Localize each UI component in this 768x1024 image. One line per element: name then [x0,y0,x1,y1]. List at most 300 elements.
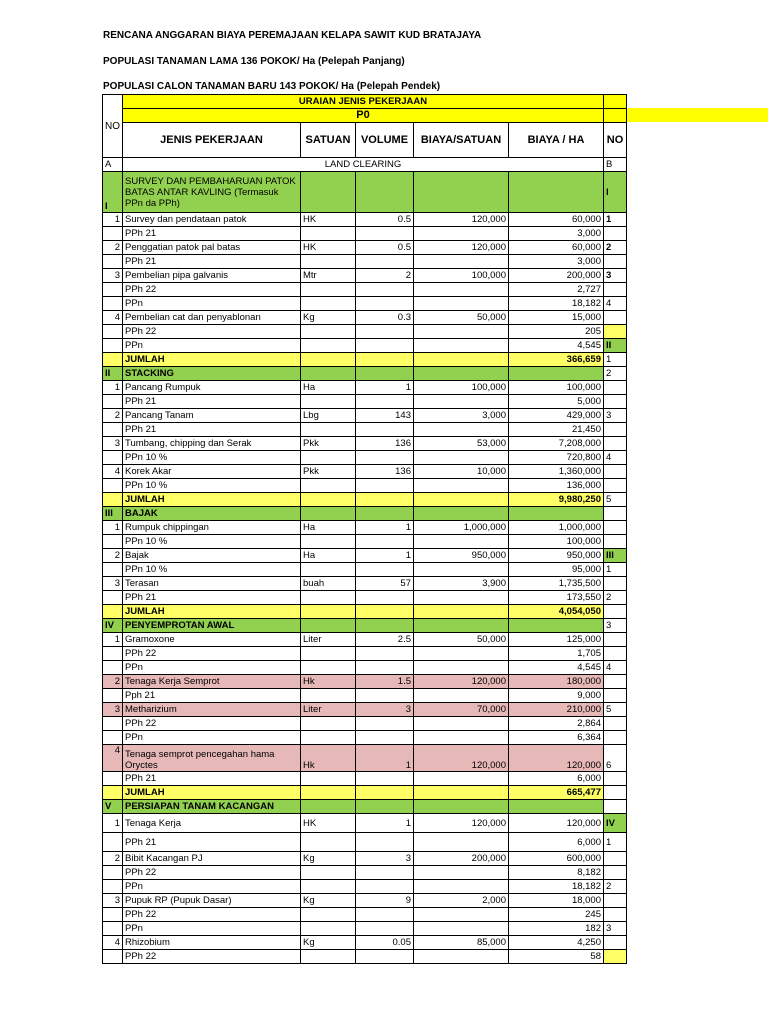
table-row [103,675,627,689]
row-volume: 2 [356,269,414,283]
header-volume: VOLUME [356,123,414,158]
row-satuan: Pkk [301,437,356,451]
row-satuan: Liter [301,633,356,647]
row-jenis-pekerjaan: PPh 22 [123,647,301,661]
row-biaya-ha [509,800,604,814]
row-no: III [103,507,123,521]
row-no: 4 [103,936,123,950]
row-satuan [301,950,356,964]
row-jenis-pekerjaan: Tenaga Kerja [123,814,301,833]
row-biaya-ha: 4,054,050 [509,605,604,619]
row-biaya-ha: 58 [509,950,604,964]
row-no: 3 [103,703,123,717]
row-satuan [301,800,356,814]
row-no: 4 [103,311,123,325]
row-no-right [604,731,627,745]
row-satuan [301,507,356,521]
row-jenis-pekerjaan: SURVEY DAN PEMBAHARUAN PATOK BATAS ANTAR KAVLING (Termasuk PPn da PPh) [123,172,301,213]
row-volume [356,772,414,786]
row-biaya-ha: 100,000 [509,535,604,549]
row-biaya-ha: 95,000 [509,563,604,577]
row-no-right: 1 [604,353,627,367]
row-biaya-ha: 125,000 [509,633,604,647]
row-satuan: Liter [301,703,356,717]
row-jenis-pekerjaan: Tenaga Kerja Semprot [123,675,301,689]
row-no: 4 [103,465,123,479]
table-row [103,507,627,521]
row-jenis-pekerjaan: PPh 21 [123,423,301,437]
row-no-right: 3 [604,269,627,283]
row-volume [356,353,414,367]
row-biaya-ha: 18,000 [509,894,604,908]
row-biaya-ha: 2,864 [509,717,604,731]
row-no [103,493,123,507]
table-row [103,619,627,633]
row-biaya-ha: 6,000 [509,772,604,786]
row-biaya-satuan [414,880,509,894]
row-no-right [604,647,627,661]
row-biaya-ha [509,507,604,521]
row-no: 4 [103,745,123,772]
row-no-right [604,325,627,339]
table-row [103,227,627,241]
row-jenis-pekerjaan: JUMLAH [123,493,301,507]
row-satuan [301,339,356,353]
row-biaya-ha: 120,000 [509,814,604,833]
row-no [103,731,123,745]
row-biaya-satuan [414,717,509,731]
row-no [103,563,123,577]
row-satuan [301,605,356,619]
row-satuan [301,833,356,852]
table-row [103,717,627,731]
table-row [103,311,627,325]
table-row [103,395,627,409]
row-no-right: 1 [604,213,627,227]
row-no-right [604,675,627,689]
row-satuan: Kg [301,936,356,950]
row-jenis-pekerjaan: PPh 22 [123,866,301,880]
row-no [103,786,123,800]
row-biaya-satuan: 100,000 [414,381,509,395]
row-volume: 1.5 [356,675,414,689]
row-jenis-pekerjaan: PPn [123,339,301,353]
row-satuan [301,227,356,241]
table-row [103,908,627,922]
row-no-right: 2 [604,367,627,381]
row-jenis-pekerjaan: Pph 21 [123,689,301,703]
row-no [103,479,123,493]
table-row [103,689,627,703]
table-row [103,703,627,717]
row-no-right [604,311,627,325]
row-no: 3 [103,269,123,283]
row-biaya-ha: 18,182 [509,297,604,311]
row-no-right: B [604,158,627,172]
row-volume: 0.5 [356,213,414,227]
row-no-right [604,717,627,731]
table-row [103,535,627,549]
row-satuan [301,591,356,605]
row-jenis-pekerjaan: Metharizium [123,703,301,717]
row-jenis-pekerjaan: Rumpuk chippingan [123,521,301,535]
row-volume [356,717,414,731]
header-jenis: JENIS PEKERJAAN [123,123,301,158]
row-volume [356,786,414,800]
row-biaya-ha: 6,364 [509,731,604,745]
table-row [103,745,627,772]
row-volume [356,950,414,964]
row-biaya-ha: 1,705 [509,647,604,661]
header-satuan: SATUAN [301,123,356,158]
row-no [103,423,123,437]
row-satuan [301,731,356,745]
row-jenis-pekerjaan: PPh 21 [123,227,301,241]
row-biaya-ha: 200,000 [509,269,604,283]
row-no [103,908,123,922]
row-volume [356,479,414,493]
row-no-right: 5 [604,703,627,717]
row-no-right [604,786,627,800]
row-no: 1 [103,633,123,647]
row-biaya-satuan [414,772,509,786]
row-no-right [604,255,627,269]
table-row [103,339,627,353]
row-biaya-satuan: 50,000 [414,311,509,325]
row-satuan [301,647,356,661]
row-biaya-satuan: 200,000 [414,852,509,866]
row-satuan [301,255,356,269]
table-row [103,451,627,465]
row-biaya-ha: 8,182 [509,866,604,880]
row-no-right [604,521,627,535]
row-volume [356,833,414,852]
header-biaya-satuan: BIAYA/SATUAN [414,123,509,158]
row-jenis-pekerjaan: Tumbang, chipping dan Serak [123,437,301,451]
row-volume [356,255,414,269]
table-row [103,241,627,255]
row-biaya-ha: 205 [509,325,604,339]
row-biaya-ha: 2,727 [509,283,604,297]
row-satuan [301,717,356,731]
row-volume: 1 [356,521,414,535]
header-biaya-ha: BIAYA / HA [509,123,604,158]
row-satuan [301,493,356,507]
row-biaya-ha: 600,000 [509,852,604,866]
row-biaya-ha [509,619,604,633]
row-jenis-pekerjaan: PPn 10 % [123,535,301,549]
row-jenis-pekerjaan: PPh 22 [123,950,301,964]
row-biaya-satuan: 100,000 [414,269,509,283]
row-no-right: 3 [604,409,627,423]
row-no [103,772,123,786]
row-jenis-pekerjaan: PPh 22 [123,283,301,297]
row-satuan: Mtr [301,269,356,283]
table-row [103,633,627,647]
row-biaya-satuan: 70,000 [414,703,509,717]
row-biaya-ha: 182 [509,922,604,936]
row-biaya-ha: 1,360,000 [509,465,604,479]
row-no: 1 [103,213,123,227]
row-biaya-ha: 3,000 [509,227,604,241]
table-row [103,479,627,493]
row-satuan [301,283,356,297]
row-jenis-pekerjaan: PPh 22 [123,717,301,731]
row-no [103,255,123,269]
table-row [103,283,627,297]
row-volume [356,451,414,465]
header-uraian-right [604,95,627,109]
row-no-right [604,772,627,786]
row-volume: 3 [356,852,414,866]
row-biaya-satuan [414,227,509,241]
row-jenis-pekerjaan: PPh 21 [123,591,301,605]
row-no-right: 6 [604,745,627,772]
row-volume [356,325,414,339]
row-biaya-ha: 1,000,000 [509,521,604,535]
row-jenis-pekerjaan: Pupuk RP (Pupuk Dasar) [123,894,301,908]
table-row [103,158,627,172]
row-volume [356,297,414,311]
row-satuan [301,423,356,437]
row-no: V [103,800,123,814]
row-no: 2 [103,675,123,689]
row-jenis-pekerjaan: PPh 22 [123,325,301,339]
row-no [103,833,123,852]
header-p0: P0 [123,109,604,123]
row-no-right [604,437,627,451]
row-biaya-satuan [414,367,509,381]
row-satuan: Kg [301,311,356,325]
row-satuan [301,395,356,409]
table-row [103,563,627,577]
table-row [103,409,627,423]
row-biaya-satuan [414,479,509,493]
row-jenis-pekerjaan: PPh 21 [123,833,301,852]
row-no: 3 [103,437,123,451]
row-no [103,227,123,241]
row-no-right [604,479,627,493]
row-biaya-ha: 15,000 [509,311,604,325]
row-jenis-pekerjaan: PPn [123,880,301,894]
row-volume [356,507,414,521]
table-row [103,577,627,591]
row-satuan [301,908,356,922]
row-biaya-ha: 4,250 [509,936,604,950]
row-biaya-satuan [414,325,509,339]
row-no [103,535,123,549]
row-jenis-pekerjaan: Bajak [123,549,301,563]
table-row [103,800,627,814]
row-volume [356,591,414,605]
row-biaya-satuan [414,800,509,814]
table-row [103,605,627,619]
row-satuan: Kg [301,852,356,866]
row-volume: 1 [356,549,414,563]
row-biaya-satuan [414,172,509,213]
row-no-right [604,227,627,241]
row-biaya-satuan: 1,000,000 [414,521,509,535]
row-volume: 1 [356,814,414,833]
row-biaya-ha: 210,000 [509,703,604,717]
row-satuan: Hk [301,675,356,689]
row-satuan: buah [301,577,356,591]
row-jenis-pekerjaan: Pembelian cat dan penyablonan [123,311,301,325]
row-volume: 57 [356,577,414,591]
row-volume [356,880,414,894]
row-biaya-ha: 18,182 [509,880,604,894]
row-biaya-ha: 429,000 [509,409,604,423]
row-volume: 2.5 [356,633,414,647]
row-biaya-satuan [414,255,509,269]
row-volume [356,800,414,814]
table-row [103,772,627,786]
table-row [103,325,627,339]
table-row [103,367,627,381]
row-volume: 0.5 [356,241,414,255]
row-no: 2 [103,549,123,563]
row-volume [356,908,414,922]
row-biaya-ha: 4,545 [509,661,604,675]
row-biaya-ha: 9,980,250 [509,493,604,507]
row-jenis-pekerjaan: PPn [123,661,301,675]
row-biaya-ha: 60,000 [509,213,604,227]
row-jenis-pekerjaan: Pembelian pipa galvanis [123,269,301,283]
row-no: 1 [103,521,123,535]
row-biaya-satuan [414,339,509,353]
row-no [103,866,123,880]
row-satuan [301,535,356,549]
row-biaya-ha: 366,659 [509,353,604,367]
row-biaya-satuan [414,563,509,577]
row-biaya-satuan: 85,000 [414,936,509,950]
row-volume: 143 [356,409,414,423]
row-no-right [604,605,627,619]
row-biaya-satuan [414,647,509,661]
row-biaya-ha: 136,000 [509,479,604,493]
row-volume [356,493,414,507]
row-no-right: 2 [604,591,627,605]
row-biaya-satuan [414,908,509,922]
row-satuan: Pkk [301,465,356,479]
header-uraian: URAIAN JENIS PEKERJAAN [123,95,604,109]
row-no-right [604,633,627,647]
row-satuan: HK [301,814,356,833]
table-row [103,833,627,852]
row-no [103,451,123,465]
row-volume [356,339,414,353]
row-jenis-pekerjaan: PPn [123,922,301,936]
row-volume: 9 [356,894,414,908]
row-biaya-satuan [414,535,509,549]
table-row [103,950,627,964]
row-jenis-pekerjaan: LAND CLEARING [123,158,604,172]
row-biaya-ha: 100,000 [509,381,604,395]
row-no-right: 3 [604,619,627,633]
row-satuan [301,922,356,936]
row-jenis-pekerjaan: Tenaga semprot pencegahan hama Oryctes [123,745,301,772]
row-no-right [604,507,627,521]
row-jenis-pekerjaan: JUMLAH [123,605,301,619]
row-volume [356,866,414,880]
row-volume [356,563,414,577]
row-satuan: Kg [301,894,356,908]
row-jenis-pekerjaan: Penggatian patok pal batas [123,241,301,255]
row-no-right [604,852,627,866]
row-biaya-satuan [414,619,509,633]
row-no-right: 2 [604,241,627,255]
row-no-right [604,395,627,409]
p0-highlight-extension [622,108,768,122]
row-biaya-satuan [414,866,509,880]
row-biaya-ha: 60,000 [509,241,604,255]
table-row [103,213,627,227]
row-no [103,283,123,297]
row-jenis-pekerjaan: PENYEMPROTAN AWAL [123,619,301,633]
row-volume [356,172,414,213]
table-row [103,549,627,563]
table-row [103,297,627,311]
row-jenis-pekerjaan: Gramoxone [123,633,301,647]
row-satuan [301,353,356,367]
row-no-right: III [604,549,627,563]
row-no [103,339,123,353]
row-no [103,325,123,339]
row-biaya-satuan [414,605,509,619]
row-jenis-pekerjaan: Bibit Kacangan PJ [123,852,301,866]
row-biaya-ha: 245 [509,908,604,922]
row-no: 2 [103,409,123,423]
table-row [103,880,627,894]
table-row [103,269,627,283]
row-volume: 0.05 [356,936,414,950]
row-biaya-satuan [414,353,509,367]
row-no-right [604,936,627,950]
row-jenis-pekerjaan: Pancang Rumpuk [123,381,301,395]
row-biaya-satuan: 3,000 [414,409,509,423]
row-satuan [301,297,356,311]
table-row [103,936,627,950]
row-volume [356,395,414,409]
row-biaya-satuan [414,833,509,852]
row-jenis-pekerjaan: Rhizobium [123,936,301,950]
row-no-right: II [604,339,627,353]
row-volume [356,227,414,241]
row-biaya-satuan [414,786,509,800]
row-biaya-ha [509,367,604,381]
table-row [103,894,627,908]
row-biaya-ha: 4,545 [509,339,604,353]
row-no [103,922,123,936]
row-satuan: Hk [301,745,356,772]
row-jenis-pekerjaan: PPn [123,297,301,311]
row-volume: 1 [356,745,414,772]
row-satuan [301,880,356,894]
row-no-right: 1 [604,563,627,577]
row-jenis-pekerjaan: PPn 10 % [123,479,301,493]
row-volume [356,423,414,437]
table-row [103,852,627,866]
row-jenis-pekerjaan: Pancang Tanam [123,409,301,423]
row-no-right [604,894,627,908]
row-jenis-pekerjaan: PPh 22 [123,908,301,922]
row-biaya-satuan: 120,000 [414,814,509,833]
row-no-right [604,950,627,964]
row-jenis-pekerjaan: PPh 21 [123,772,301,786]
row-jenis-pekerjaan: PPh 21 [123,255,301,269]
table-row [103,661,627,675]
table-row [103,423,627,437]
